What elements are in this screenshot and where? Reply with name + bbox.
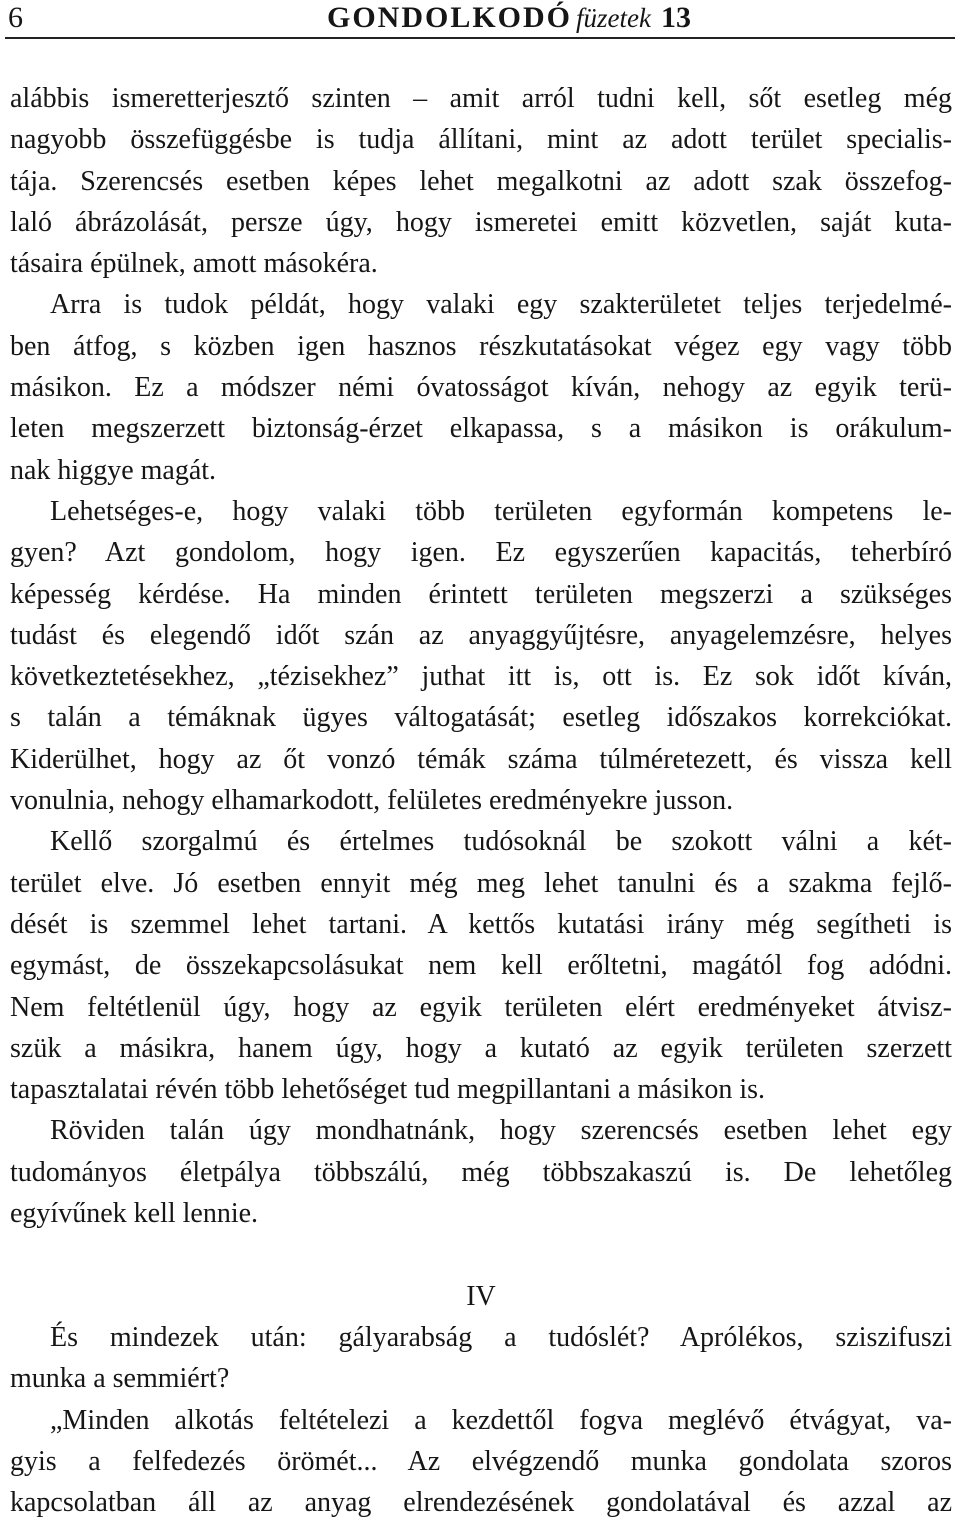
text-line: tásaira épülnek, amott másokéra.: [10, 248, 378, 280]
paragraph: [10, 284, 952, 490]
text-line: következtetésekhez, „tézisekhez” juthat itt is, ott is. Ez sok időt kíván,: [10, 661, 952, 693]
text-line: Nem feltétlenül úgy, hogy az egyik területen elért eredményeket átvisz-: [10, 991, 952, 1023]
text-line: Röviden talán úgy mondhatnánk, hogy szerencsés esetben lehet egy: [50, 1115, 952, 1147]
text-line: gyis a felfedezés örömét... Az elvégzendő munka gondolata szoros: [10, 1445, 952, 1477]
text-line: kapcsolatban áll az anyag elrendezésének gondolatával és azzal az: [10, 1487, 952, 1519]
text-line: vonulnia, nehogy elhamarkodott, felületes eredményekre jusson.: [10, 785, 734, 817]
text-line: laló ábrázolását, persze úgy, hogy ismeretei emitt közvetlen, saját kuta-: [10, 206, 952, 238]
issue-number: 13: [660, 1, 691, 34]
text-line: nagyobb összefüggésbe is tudja állítani, mint az adott terület specialis-: [10, 124, 952, 156]
text-line: alábbis ismeretterjesztő szinten – amit arról tudni kell, sőt esetleg még: [10, 83, 952, 114]
text-line: tudományos életpálya többszálú, még többszakaszú is. De lehetőleg: [10, 1156, 952, 1188]
text-line: másikon. Ez a módszer némi óvatosságot kíván, nehogy az egyik terü-: [10, 372, 952, 404]
series-subtitle: füzetek: [576, 3, 651, 33]
header-rule: [5, 37, 955, 39]
text-line: s talán a témáknak ügyes váltogatását; esetleg időszakos korrekciókat.: [10, 702, 952, 734]
paragraph: [10, 821, 952, 1110]
running-title: [327, 1, 691, 35]
page-number: 6: [8, 1, 23, 34]
text-line: dését is szemmel lehet tartani. A kettős kutatási irány még segítheti is: [10, 908, 952, 940]
text-line: egyívűnek kell lennie.: [10, 1198, 259, 1230]
text-line: tapasztalatai révén több lehetőséget tud megpillantani a másikon is.: [10, 1074, 765, 1106]
section-heading: IV: [466, 1280, 496, 1312]
text-line: szük a másikra, hanem úgy, hogy a kutató az egyik területen szerzett: [10, 1032, 952, 1064]
text-line: leten megszerzett biztonság-érzet elkapassa, s a másikon is orákulum-: [10, 413, 952, 445]
paragraph: [10, 78, 952, 284]
running-header: [0, 0, 960, 40]
text-line: tudást és elegendő időt szán az anyaggyűjtésre, anyagelemzésre, helyes: [10, 619, 952, 651]
text-line: nak higgye magát.: [10, 454, 217, 486]
text-line: Kiderülhet, hogy az őt vonzó témák száma túlméretezett, és vissza kell: [10, 743, 952, 775]
text-line: Lehetséges-e, hogy valaki több területen egyformán kompetens le-: [50, 495, 952, 527]
series-title: GONDOLKODÓ: [327, 1, 573, 34]
paragraph: [10, 491, 952, 821]
text-line: munka a semmiért?: [10, 1363, 230, 1395]
text-line: képesség kérdése. Ha minden érintett területen megszerzi a szükséges: [10, 578, 952, 610]
text-line: tája. Szerencsés esetben képes lehet megalkotni az adott szak összefog-: [10, 165, 952, 197]
text-line: egymást, de összekapcsolásukat nem kell erőltetni, magától fog adódni.: [10, 950, 952, 982]
paragraph: [10, 1400, 952, 1524]
text-line: ben átfog, s közben igen hasznos részkutatásokat végez egy vagy több: [10, 330, 952, 362]
paragraph: [10, 1317, 952, 1400]
text-line: „Minden alkotás feltételezi a kezdettől fogva meglévő étvágyat, va-: [50, 1404, 952, 1436]
body-text: [10, 78, 952, 1523]
text-line: Arra is tudok példát, hogy valaki egy szakterületet teljes terjedelmé-: [50, 289, 952, 321]
text-line: terület elve. Jó esetben ennyit még meg lehet tanulni és a szakma fejlő-: [10, 867, 952, 899]
text-line: Kellő szorgalmú és értelmes tudósoknál be szokott válni a két-: [50, 826, 952, 858]
paragraph: [10, 1110, 952, 1234]
text-line: gyen? Azt gondolom, hogy igen. Ez egyszerűen kapacitás, teherbíró: [10, 537, 952, 569]
text-line: És mindezek után: gályarabság a tudóslét? Aprólékos, sziszifuszi: [50, 1321, 952, 1353]
